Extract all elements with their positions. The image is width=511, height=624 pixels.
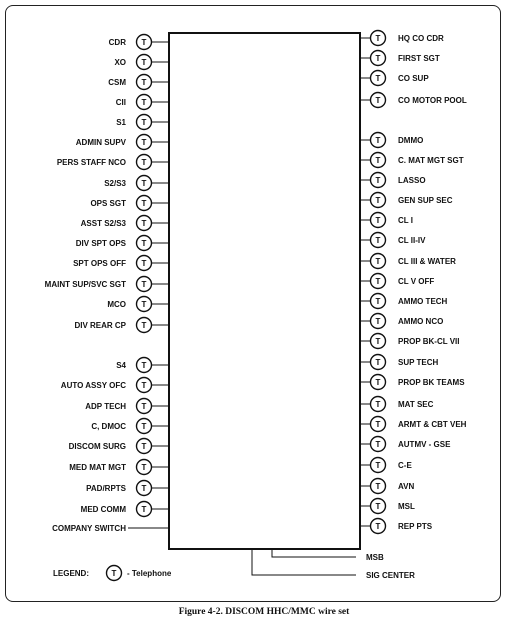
telephone-symbol: T bbox=[141, 422, 147, 431]
station-label: MED MAT MGT bbox=[69, 463, 126, 472]
station-label: AUTMV - GSE bbox=[398, 440, 451, 449]
station-label: AMMO TECH bbox=[398, 297, 448, 306]
telephone-symbol: T bbox=[375, 420, 381, 429]
right-station bbox=[360, 213, 413, 228]
right-station bbox=[360, 519, 433, 534]
switchboard-box bbox=[169, 33, 360, 549]
station-label: DISCOM SURG bbox=[68, 442, 126, 451]
station-label: MCO bbox=[107, 300, 126, 309]
telephone-symbol: T bbox=[141, 361, 147, 370]
figure-caption: Figure 4-2. DISCOM HHC/MMC wire set bbox=[178, 607, 350, 617]
telephone-symbol: T bbox=[375, 196, 381, 205]
telephone-symbol: T bbox=[141, 442, 147, 451]
telephone-symbol: T bbox=[141, 78, 147, 87]
legend-symbol: T bbox=[111, 569, 117, 578]
station-label: MAT SEC bbox=[398, 400, 434, 409]
telephone-symbol: T bbox=[141, 321, 147, 330]
left-station bbox=[69, 439, 169, 454]
telephone-symbol: T bbox=[375, 136, 381, 145]
telephone-symbol: T bbox=[141, 280, 147, 289]
station-label: CII bbox=[115, 98, 126, 107]
telephone-symbol: T bbox=[375, 176, 381, 185]
right-station bbox=[360, 314, 443, 329]
telephone-symbol: T bbox=[141, 98, 147, 107]
right-station bbox=[360, 458, 412, 473]
trunk-line-sig-center bbox=[252, 549, 356, 575]
telephone-symbol: T bbox=[375, 482, 381, 491]
telephone-symbol: T bbox=[375, 337, 381, 346]
station-label: SPT OPS OFF bbox=[73, 259, 126, 268]
legend-label: LEGEND: bbox=[53, 569, 89, 578]
right-station bbox=[360, 51, 440, 66]
telephone-symbol: T bbox=[375, 257, 381, 266]
station-label: S2/S3 bbox=[104, 179, 126, 188]
station-label: CL III & WATER bbox=[398, 257, 456, 266]
left-station bbox=[73, 256, 169, 271]
station-label: SUP TECH bbox=[398, 358, 439, 367]
station-label: COMPANY SWITCH bbox=[52, 524, 126, 533]
station-label: XO bbox=[114, 58, 126, 67]
left-station bbox=[81, 502, 169, 517]
telephone-symbol: T bbox=[141, 138, 147, 147]
station-label: CL I bbox=[398, 216, 413, 225]
telephone-symbol: T bbox=[375, 400, 381, 409]
telephone-symbol: T bbox=[375, 236, 381, 245]
right-station bbox=[360, 71, 429, 86]
right-station bbox=[360, 133, 423, 148]
station-label: CO MOTOR POOL bbox=[398, 96, 467, 105]
telephone-symbol: T bbox=[141, 199, 147, 208]
right-station bbox=[360, 479, 415, 494]
legend bbox=[53, 566, 172, 581]
station-label: LASSO bbox=[398, 176, 426, 185]
legend-description: - Telephone bbox=[127, 569, 172, 578]
station-label: PROP BK-CL VII bbox=[398, 337, 460, 346]
trunk-label-sig-center: SIG CENTER bbox=[366, 571, 415, 580]
telephone-symbol: T bbox=[141, 158, 147, 167]
station-label: C, DMOC bbox=[91, 422, 126, 431]
left-station bbox=[86, 481, 169, 496]
station-label: CSM bbox=[108, 78, 126, 87]
telephone-symbol: T bbox=[375, 440, 381, 449]
left-station bbox=[116, 358, 169, 373]
left-station bbox=[57, 155, 169, 170]
left-stations bbox=[45, 35, 169, 534]
right-station bbox=[360, 375, 465, 390]
telephone-symbol: T bbox=[375, 96, 381, 105]
left-station bbox=[85, 399, 169, 414]
station-label: S1 bbox=[116, 118, 126, 127]
telephone-symbol: T bbox=[375, 216, 381, 225]
station-label: CO SUP bbox=[398, 74, 429, 83]
right-station bbox=[360, 355, 439, 370]
station-label: OPS SGT bbox=[90, 199, 126, 208]
right-station bbox=[360, 294, 448, 309]
station-label: GEN SUP SEC bbox=[398, 196, 453, 205]
telephone-symbol: T bbox=[141, 38, 147, 47]
left-station bbox=[116, 95, 169, 110]
station-label: AMMO NCO bbox=[398, 317, 444, 326]
telephone-symbol: T bbox=[375, 461, 381, 470]
right-station bbox=[360, 173, 426, 188]
telephone-symbol: T bbox=[375, 34, 381, 43]
telephone-symbol: T bbox=[141, 259, 147, 268]
station-label: S4 bbox=[116, 361, 126, 370]
left-station bbox=[69, 460, 169, 475]
left-station bbox=[109, 35, 169, 50]
left-station bbox=[114, 55, 169, 70]
telephone-symbol: T bbox=[141, 381, 147, 390]
right-station bbox=[360, 153, 464, 168]
telephone-symbol: T bbox=[375, 358, 381, 367]
trunk-line-msb bbox=[272, 549, 356, 557]
station-label: C-E bbox=[398, 461, 412, 470]
left-station bbox=[108, 75, 169, 90]
telephone-symbol: T bbox=[375, 74, 381, 83]
left-station bbox=[76, 135, 169, 150]
station-label: PERS STAFF NCO bbox=[56, 158, 126, 167]
telephone-symbol: T bbox=[141, 239, 147, 248]
right-station bbox=[360, 499, 415, 514]
station-label: CL V OFF bbox=[398, 277, 435, 286]
left-station bbox=[76, 236, 169, 251]
trunk-label-msb: MSB bbox=[366, 553, 384, 562]
station-label: ADP TECH bbox=[85, 402, 126, 411]
station-label: DIV REAR CP bbox=[74, 321, 126, 330]
left-station bbox=[104, 176, 169, 191]
telephone-symbol: T bbox=[375, 54, 381, 63]
right-station bbox=[360, 437, 451, 452]
left-station bbox=[107, 297, 169, 312]
right-station bbox=[360, 193, 453, 208]
left-station bbox=[61, 378, 169, 393]
station-label: PAD/RPTS bbox=[86, 484, 126, 493]
left-station bbox=[116, 115, 169, 130]
left-station bbox=[74, 318, 169, 333]
station-label: DMMO bbox=[398, 136, 424, 145]
station-label: AUTO ASSY OFC bbox=[60, 381, 126, 390]
station-label: CL II-IV bbox=[398, 236, 426, 245]
telephone-symbol: T bbox=[141, 402, 147, 411]
station-label: ARMT & CBT VEH bbox=[398, 420, 467, 429]
left-station bbox=[45, 277, 169, 292]
telephone-symbol: T bbox=[375, 522, 381, 531]
telephone-symbol: T bbox=[375, 378, 381, 387]
right-station bbox=[360, 93, 467, 108]
telephone-symbol: T bbox=[375, 297, 381, 306]
right-station bbox=[360, 233, 426, 248]
station-label: ASST S2/S3 bbox=[80, 219, 126, 228]
telephone-symbol: T bbox=[375, 502, 381, 511]
left-station bbox=[90, 196, 169, 211]
station-label: PROP BK TEAMS bbox=[398, 378, 465, 387]
telephone-symbol: T bbox=[141, 58, 147, 67]
telephone-symbol: T bbox=[141, 219, 147, 228]
telephone-symbol: T bbox=[141, 463, 147, 472]
telephone-symbol: T bbox=[375, 156, 381, 165]
telephone-symbol: T bbox=[375, 277, 381, 286]
right-station bbox=[360, 334, 460, 349]
telephone-symbol: T bbox=[375, 317, 381, 326]
station-label: MSL bbox=[398, 502, 415, 511]
right-station bbox=[360, 31, 444, 46]
station-label: FIRST SGT bbox=[398, 54, 440, 63]
station-label: CDR bbox=[108, 38, 126, 47]
left-station bbox=[81, 216, 169, 231]
telephone-symbol: T bbox=[141, 118, 147, 127]
right-station bbox=[360, 254, 456, 269]
station-label: MED COMM bbox=[80, 505, 126, 514]
left-station bbox=[91, 419, 169, 434]
left-station bbox=[52, 524, 169, 533]
telephone-symbol: T bbox=[141, 505, 147, 514]
station-label: ADMIN SUPV bbox=[75, 138, 126, 147]
right-station bbox=[360, 274, 434, 289]
station-label: AVN bbox=[398, 482, 415, 491]
station-label: MAINT SUP/SVC SGT bbox=[44, 280, 126, 289]
telephone-symbol: T bbox=[141, 179, 147, 188]
station-label: HQ CO CDR bbox=[398, 34, 444, 43]
station-label: DIV SPT OPS bbox=[75, 239, 126, 248]
station-label: C. MAT MGT SGT bbox=[398, 156, 464, 165]
right-stations bbox=[360, 31, 467, 534]
telephone-symbol: T bbox=[141, 484, 147, 493]
telephone-symbol: T bbox=[141, 300, 147, 309]
right-station bbox=[360, 397, 434, 412]
station-label: REP PTS bbox=[398, 522, 433, 531]
right-station bbox=[360, 417, 467, 432]
trunk-lines bbox=[252, 549, 415, 580]
